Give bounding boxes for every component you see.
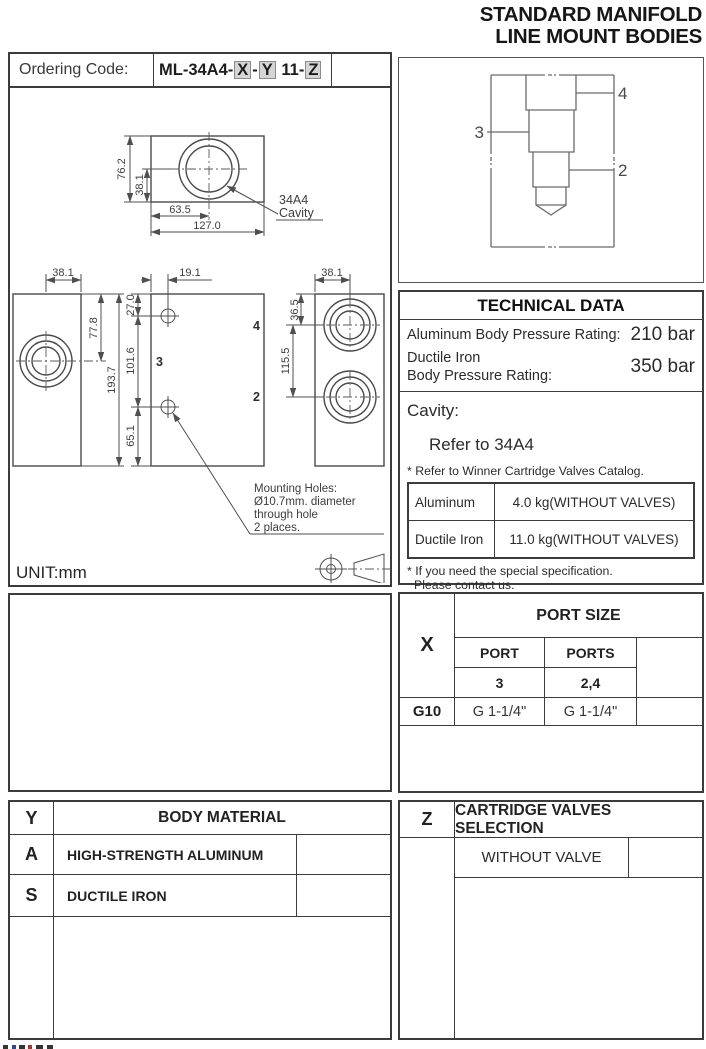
schematic-port-3: 3 [474, 123, 484, 142]
body-material-table [8, 800, 392, 1040]
ductile-rating-row [407, 349, 695, 385]
mounting-note-line4: 2 places. [254, 522, 301, 534]
dim-38-1-right: 38.1 [321, 267, 343, 279]
dim-19-1: 19.1 [179, 267, 201, 279]
code-key-y: Y [259, 61, 276, 79]
dim-36-5: 36.5 [289, 299, 301, 321]
port-code-g10: G10 [400, 698, 455, 726]
cartridge-valves-table [398, 800, 704, 1040]
ports24-size-value: G 1-1/4" [545, 698, 637, 726]
ordering-code-box [10, 54, 390, 88]
ductile-rating-label-line1: Ductile Iron [407, 350, 481, 366]
dim-101-6: 101.6 [125, 347, 137, 375]
dim-127-0: 127.0 [193, 220, 221, 232]
weight-material-aluminum: Aluminum [409, 484, 495, 520]
cavity-cross-section [475, 75, 628, 247]
port-numbers-2-4: 2,4 [545, 668, 637, 698]
dim-77-8: 77.8 [88, 317, 100, 339]
schematic-port-4: 4 [618, 84, 628, 103]
material-code-a: A [10, 835, 54, 875]
code-mid: 11- [276, 60, 305, 79]
port-table-open-area [400, 726, 702, 791]
empty-panel [8, 593, 392, 792]
cartridge-open-area [455, 878, 702, 1038]
port-table-empty-col [637, 638, 702, 698]
code-dash: - [252, 60, 258, 79]
dim-27-0: 27.0 [125, 294, 137, 316]
third-angle-projection-icon [315, 554, 390, 583]
left-side-view [13, 267, 124, 466]
aluminum-rating-label: Aluminum Body Pressure Rating: [407, 327, 621, 343]
body-material-title: BODY MATERIAL [54, 802, 390, 835]
dimension-drawing [10, 88, 390, 585]
technical-data-header: TECHNICAL DATA [400, 292, 702, 320]
special-specification-note [407, 564, 695, 592]
material-name-aluminum: HIGH-STRENGTH ALUMINUM [54, 835, 297, 875]
ductile-rating-label-line2: Body Pressure Rating: [407, 368, 553, 384]
mounting-note-line2: Ø10.7mm. diameter [254, 496, 356, 508]
cartridge-option-without-valve: WITHOUT VALVE [455, 838, 629, 878]
dim-76-2: 76.2 [116, 158, 128, 180]
mounting-note-line1: Mounting Holes: [254, 483, 338, 495]
weight-material-ductile: Ductile Iron [409, 521, 495, 557]
weight-value-ductile: 11.0 kg(WITHOUT VALVES) [509, 531, 679, 547]
weight-row-aluminum [409, 484, 693, 520]
dim-65-1: 65.1 [125, 425, 137, 447]
weight-table [407, 482, 695, 559]
cartridge-row-empty [629, 838, 702, 878]
dim-193-7: 193.7 [106, 366, 118, 394]
aluminum-rating-value: 210 bar [630, 324, 695, 345]
title-line-1: STANDARD MANIFOLD [479, 3, 702, 26]
port-label-2: 2 [253, 390, 260, 404]
title-line-2: LINE MOUNT BODIES [495, 25, 702, 48]
aluminum-rating-row [407, 324, 695, 346]
code-key-x: X [234, 61, 251, 79]
ductile-rating-value: 350 bar [630, 356, 695, 377]
divider [400, 391, 702, 392]
cavity-value: Refer to 34A4 [429, 435, 534, 454]
material-row-a-empty [297, 835, 390, 875]
port-size-table [398, 592, 704, 793]
dim-115-5: 115.5 [280, 347, 292, 375]
port3-size-value: G 1-1/4" [455, 698, 545, 726]
drawing-block [8, 52, 392, 587]
cavity-callout-line2: Cavity [279, 206, 314, 220]
col-header-ports: PORTS [545, 638, 637, 668]
top-view [116, 132, 323, 236]
ductile-rating-label [407, 349, 552, 385]
cavity-note: * Refer to Winner Cartridge Valves Catalog. [407, 464, 644, 478]
special-note-line2: Please contact us. [414, 578, 515, 592]
port-number-3: 3 [455, 668, 545, 698]
body-material-y-header: Y [10, 802, 54, 835]
body-material-open-area [54, 917, 390, 1038]
right-side-view [280, 267, 384, 466]
cavity-callout-line1: 34A4 [279, 193, 309, 207]
dim-38-1-top: 38.1 [134, 174, 146, 196]
technical-data-panel [398, 290, 704, 592]
cavity-schematic-panel [398, 57, 704, 283]
material-name-ductile: DUCTILE IRON [54, 875, 297, 917]
weight-value-aluminum: 4.0 kg(WITHOUT VALVES) [512, 494, 676, 510]
port-size-title: PORT SIZE [455, 594, 702, 638]
weight-row-ductile [409, 520, 693, 557]
col-header-port: PORT [455, 638, 545, 668]
material-row-s-empty [297, 875, 390, 917]
cavity-label: Cavity: [407, 401, 459, 420]
material-code-s: S [10, 875, 54, 917]
mounting-note-line3: through hole [254, 509, 318, 521]
unit-note: UNIT:mm [16, 563, 87, 582]
g10-row-empty-cell [637, 698, 702, 726]
ordering-code-value [154, 54, 332, 86]
port-label-3: 3 [156, 355, 163, 369]
special-note-line1: * If you need the special specification. [407, 564, 613, 578]
code-key-z: Z [305, 61, 321, 79]
page-title [480, 4, 702, 48]
cartridge-title: CARTRIDGE VALVES SELECTION [455, 802, 702, 838]
cartridge-left-column [400, 838, 455, 1038]
port-label-4: 4 [253, 319, 260, 333]
dim-63-5: 63.5 [169, 204, 191, 216]
cartridge-z-header: Z [400, 802, 455, 838]
code-prefix: ML-34A4- [159, 60, 234, 79]
front-view [125, 267, 264, 466]
port-table-x-header: X [400, 594, 455, 698]
schematic-port-2: 2 [618, 161, 628, 180]
dim-38-1-left: 38.1 [52, 267, 74, 279]
ordering-code-label: Ordering Code: [10, 54, 154, 86]
body-material-open-left [10, 917, 54, 1038]
mounting-holes-note [173, 413, 384, 534]
cropped-footer-text [3, 1045, 91, 1049]
